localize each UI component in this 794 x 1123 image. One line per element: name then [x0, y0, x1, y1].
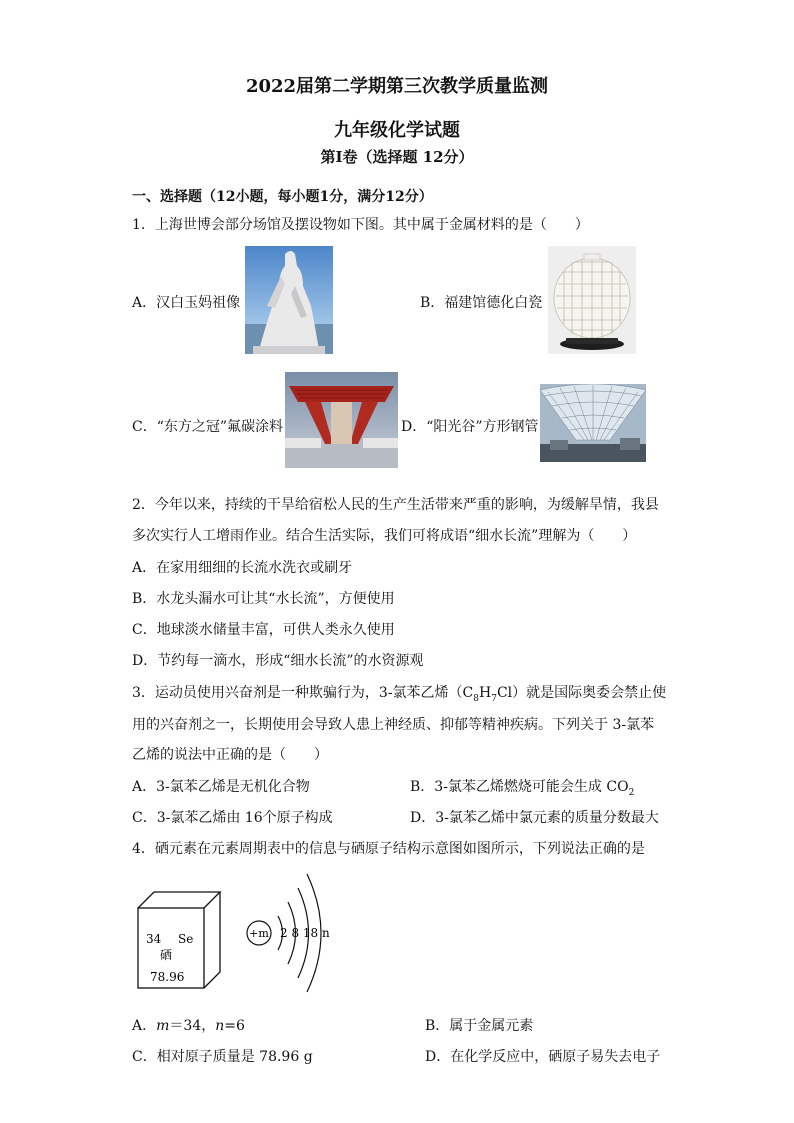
q4-var-m: m: [156, 1018, 170, 1034]
q1-option-a: A．汉白玉妈祖像: [132, 295, 241, 311]
q4-option-a-eq1: ＝34，: [169, 1018, 216, 1034]
section-heading: 一、选择题（12小题，每小题1分，满分12分）: [132, 189, 433, 205]
q3-stem-text-a: 3．运动员使用兴奋剂是一种欺骗行为，3-氯苯乙烯（C: [132, 685, 474, 701]
q1-option-b: B．福建馆德化白瓷: [420, 295, 543, 311]
q4-option-a-label: A．: [132, 1018, 157, 1034]
q3-sub-7: 7: [491, 693, 497, 704]
q1-option-c: C．“东方之冠”氟碳涂料: [132, 419, 284, 435]
porcelain-vase-image: [548, 246, 636, 354]
q4-option-a: [132, 1015, 245, 1035]
q2-option-b: B．水龙头漏水可让其“水长流”，方便使用: [132, 591, 395, 607]
part-heading: 第Ⅰ卷（选择题 12分）: [320, 148, 474, 166]
q2-option-d: D．节约每一滴水，形成“细水长流”的水资源观: [132, 653, 424, 669]
q3-option-b-sub: 2: [628, 787, 635, 798]
q3-stem-h: H: [479, 685, 492, 701]
element-mass: 78.96: [150, 970, 185, 984]
q3-option-a: A．3-氯苯乙烯是无机化合物: [132, 779, 310, 795]
electron-counts: 2 8 18 n: [280, 926, 330, 940]
q3-option-c: C．3-氯苯乙烯由 16个原子构成: [132, 810, 333, 826]
exam-subtitle: 九年级化学试题: [334, 120, 460, 141]
q3-stem-text-b: Cl）就是国际奥委会禁止使: [496, 685, 667, 701]
q4-var-n: n: [215, 1018, 225, 1034]
q3-stem-line1: [132, 682, 666, 704]
q2-stem-line1: 2．今年以来，持续的干旱给宿松人民的生产生活带来严重的影响，为缓解旱情，我县: [132, 497, 659, 513]
selenium-diagram: [132, 872, 342, 1000]
q4-option-a-eq2: =6: [224, 1018, 245, 1034]
q4-option-b: B．属于金属元素: [425, 1018, 534, 1034]
mazu-statue-image: [245, 246, 333, 354]
q3-sub-8: 8: [473, 693, 479, 704]
exam-title: 2022届第二学期第三次教学质量监测: [245, 76, 549, 97]
q3-stem-line3: 乙烯的说法中正确的是（ ）: [132, 747, 328, 763]
q4-option-c: C．相对原子质量是 78.96 g: [132, 1049, 313, 1065]
q1-stem: 1．上海世博会部分场馆及摆设物如下图。其中属于金属材料的是（ ）: [132, 217, 589, 233]
element-number: 34: [146, 932, 162, 946]
element-name: 硒: [160, 948, 173, 962]
q1-option-d: D．“阳光谷”方形钢管: [401, 419, 539, 435]
q2-option-c: C．地球淡水储量丰富，可供人类永久使用: [132, 622, 395, 638]
q2-stem-line2: 多次实行人工增雨作业。结合生活实际，我们可将成语“细水长流”理解为（ ）: [132, 528, 637, 544]
q4-stem: 4．硒元素在元素周期表中的信息与硒原子结构示意图如图所示，下列说法正确的是: [132, 841, 645, 857]
sun-valley-image: [540, 384, 646, 462]
q3-option-b: [410, 776, 634, 798]
nucleus-charge: +m: [249, 927, 269, 940]
q3-option-b-text: B．3-氯苯乙烯燃烧可能会生成 CO: [410, 779, 629, 795]
q3-stem-line2: 用的兴奋剂之一，长期使用会导致人患上神经质、抑郁等精神疾病。下列关于 3-氯苯: [132, 717, 655, 733]
q4-option-d: D．在化学反应中，硒原子易失去电子: [425, 1049, 661, 1065]
china-pavilion-image: [285, 372, 398, 468]
q2-option-a: A．在家用细细的长流水洗衣或刷牙: [132, 560, 353, 576]
element-symbol: Se: [178, 932, 194, 946]
q3-option-d: D．3-氯苯乙烯中氯元素的质量分数最大: [410, 810, 659, 826]
